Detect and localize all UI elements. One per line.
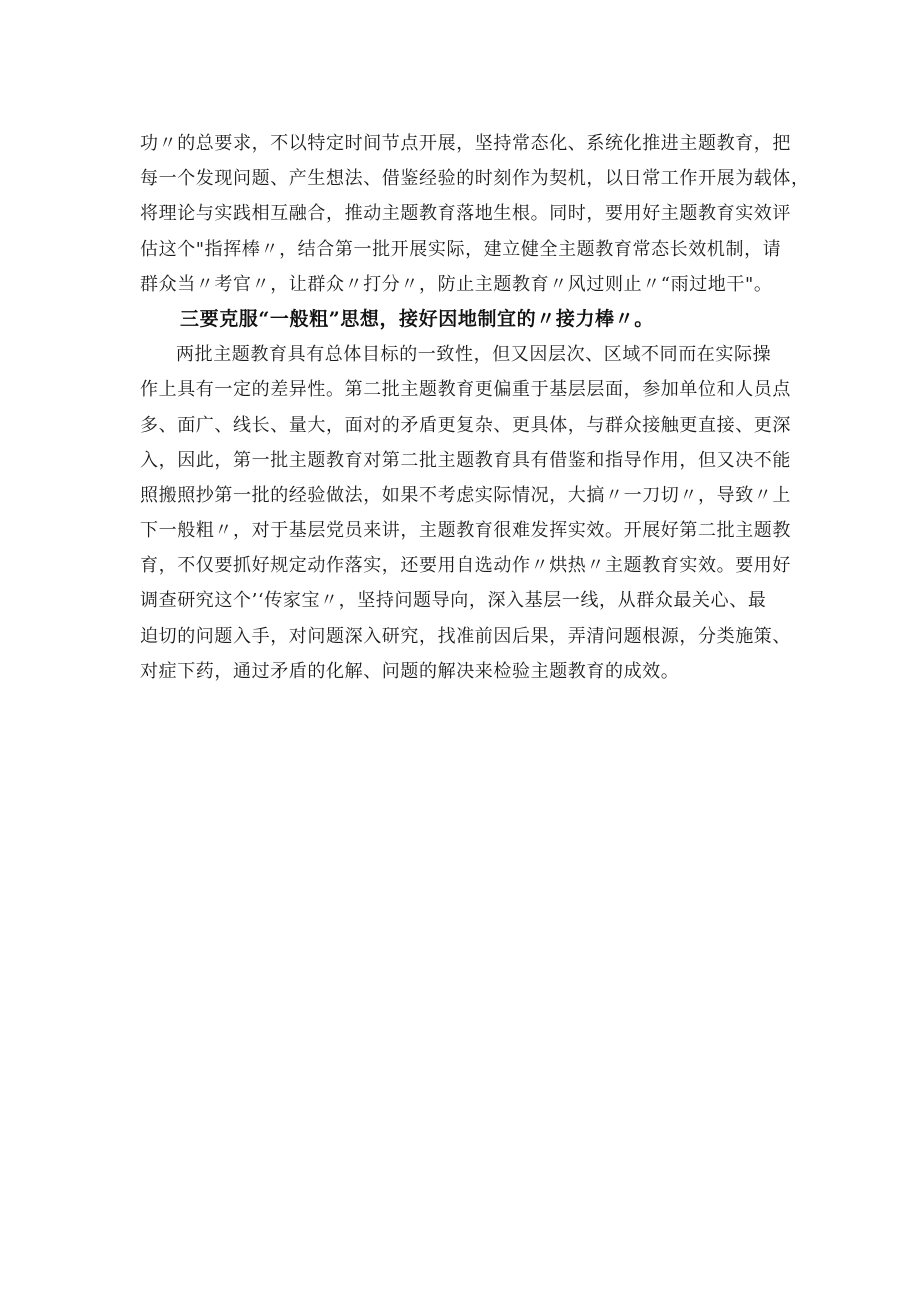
paragraph-line: 迫切的问题入手，对问题深入研究，找准前因后果，弄清问题根源，分类施策、 (140, 625, 791, 647)
paragraph-line: 照搬照抄第一批的经验做法，如果不考虑实际情况，大搞〃一刀切〃，导致〃上 (140, 484, 791, 506)
paragraph-line: 功〃的总要求，不以特定时间节点开展，坚持常态化、系统化推进主题教育，把 (140, 133, 791, 154)
paragraph-line: 下一般粗〃，对于基层党员来讲，主题教育很难发挥实效。开展好第二批主题教 (140, 520, 791, 542)
document-body (140, 126, 810, 689)
paragraph-line: 两批主题教育具有总体目标的一致性，但又因层次、区域不同而在实际操 (176, 344, 772, 366)
paragraph-line: 估这个"指挥棒〃，结合第一批开展实际，建立健全主题教育常态长效机制，请 (140, 238, 782, 260)
paragraph-line: 育，不仅要抓好规定动作落实，还要用自选动作〃烘热〃主题教育实效。要用好 (140, 555, 791, 577)
paragraph-line: 调查研究这个’‘传家宝〃，坚持问题导向，深入基层一线，从群众最关心、最 (140, 590, 767, 612)
paragraph-line: 将理论与实践相互融合，推动主题教育落地生根。同时，要用好主题教育实效评 (140, 203, 791, 225)
paragraph-line: 作上具有一定的差异性。第二批主题教育更偏重于基层层面，参加单位和人员点 (140, 379, 791, 401)
section-heading: 三要克服“一般粗”思想，接好因地制宜的〃接力棒〃。 (180, 307, 654, 330)
paragraph-line: 入，因此，第一批主题教育对第二批主题教育具有借鉴和指导作用，但又决不能 (140, 449, 791, 471)
paragraph-line: 每一个发现问题、产生想法、借鉴经验的时刻作为契机，以日常工作开展为载体， (140, 168, 810, 190)
paragraph-line: 群众当〃考官〃，让群众〃打分〃，防止主题教育〃风过则止〃“雨过地干"。 (140, 273, 773, 295)
paragraph-line: 对症下药，通过矛盾的化解、问题的解决来检验主题教育的成效。 (140, 660, 680, 682)
paragraph-line: 多、面广、线长、量大，面对的矛盾更复杂、更具体，与群众接触更直接、更深 (140, 414, 791, 436)
